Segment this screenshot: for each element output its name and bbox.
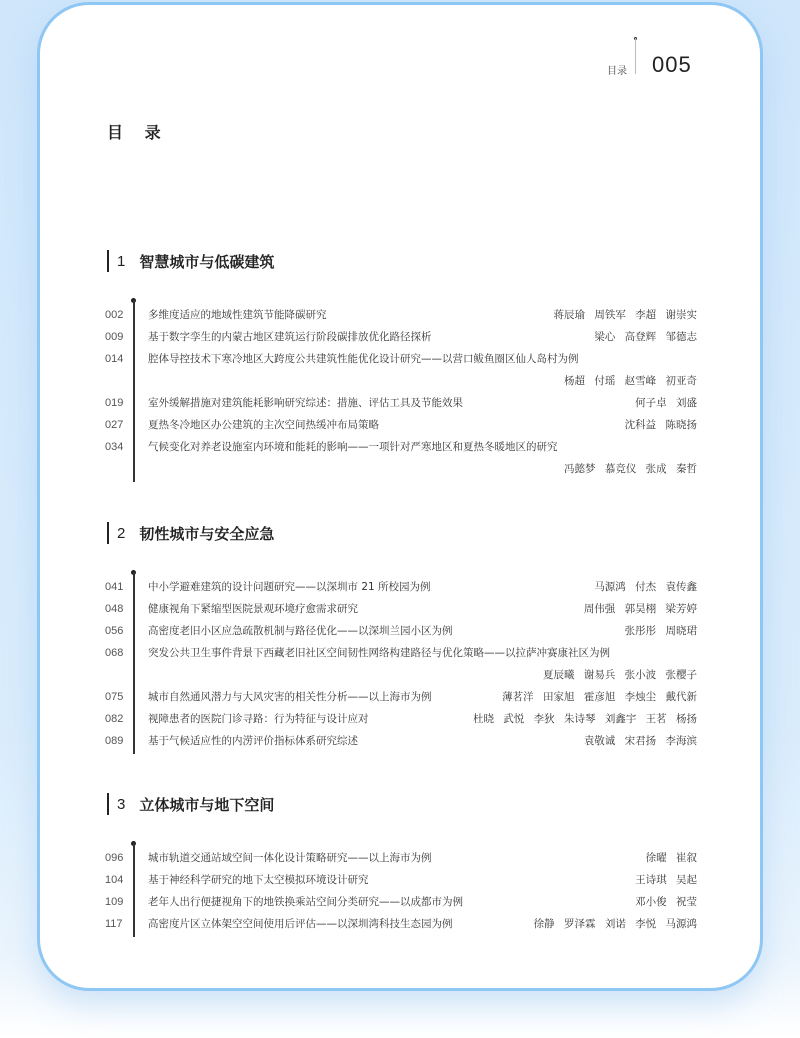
entry-authors: 邓小俊 祝莹 (635, 896, 697, 908)
entry-authors: 徐曜 崔叙 (645, 852, 697, 864)
entry-authors: 杜晓 武悦 李狄 朱诗琴 刘鑫宇 王茗 杨扬 (472, 713, 697, 725)
page-number: 005 (652, 52, 692, 77)
entry-authors: 何子卓 刘盛 (635, 397, 697, 409)
entry-page: 117 (105, 918, 123, 930)
toc-entries (105, 576, 697, 752)
entry-page: 009 (105, 331, 124, 343)
entry-page: 075 (105, 691, 124, 703)
entry-authors: 冯懿梦 慕竞仪 张成 秦哲 (563, 463, 697, 475)
toc-entry[interactable] (105, 642, 697, 664)
entry-page: 041 (105, 581, 124, 593)
entry-page: 082 (105, 713, 124, 725)
entry-title[interactable]: 城市轨道交通站域空间一体化设计策略研究——以上海市为例 (148, 852, 432, 864)
toc-entry[interactable] (105, 436, 697, 458)
section-bar (107, 250, 109, 272)
entry-page: 014 (105, 353, 124, 365)
toc-entry[interactable] (105, 414, 697, 436)
section-number: 2 (117, 524, 126, 542)
toc-entry-authors-row (105, 664, 697, 686)
toc-entry[interactable] (105, 847, 697, 869)
section-title: 韧性城市与安全应急 (139, 524, 275, 543)
entry-page: 096 (105, 852, 124, 864)
toc-entries (105, 304, 697, 480)
entry-title[interactable]: 夏热冬冷地区办公建筑的主次空间热缓冲布局策略 (148, 419, 379, 431)
toc-entry[interactable] (105, 620, 697, 642)
entry-title[interactable]: 突发公共卫生事件背景下西藏老旧社区空间韧性网络构建路径与优化策略——以拉萨冲赛康社区为例 (148, 647, 610, 659)
section-bar (107, 522, 109, 544)
section-bar (107, 793, 109, 815)
toc-entry[interactable] (105, 708, 697, 730)
entry-title[interactable]: 基于数字孪生的内蒙古地区建筑运行阶段碳排放优化路径探析 (148, 331, 432, 343)
entry-title[interactable]: 高密度老旧小区应急疏散机制与路径优化——以深圳兰园小区为例 (148, 625, 453, 637)
entry-page: 109 (105, 896, 124, 908)
section-title: 立体城市与地下空间 (139, 795, 275, 814)
entry-title[interactable]: 高密度片区立体架空空间使用后评估——以深圳湾科技生态园为例 (148, 918, 453, 930)
toc-entry[interactable] (105, 891, 697, 913)
entry-title[interactable]: 气候变化对养老设施室内环境和能耗的影响——一项针对严寒地区和夏热冬暖地区的研究 (148, 441, 558, 453)
section-number: 3 (117, 795, 126, 813)
entry-title[interactable]: 基于神经科学研究的地下太空模拟环境设计研究 (148, 874, 369, 886)
entry-page: 068 (105, 647, 124, 659)
section-heading (107, 522, 274, 544)
entry-authors: 张彤彤 周晓珺 (624, 625, 697, 637)
entry-title[interactable]: 视障患者的医院门诊寻路：行为特征与设计应对 (148, 713, 369, 725)
entry-authors: 周伟强 郭昊栩 梁芳婷 (583, 603, 697, 615)
toc-entries (105, 847, 697, 935)
entry-page: 019 (105, 397, 124, 409)
page-title: 目 录 (107, 123, 169, 142)
toc-entry[interactable] (105, 576, 697, 598)
entry-title[interactable]: 健康视角下紧缩型医院景观环境疗愈需求研究 (148, 603, 358, 615)
toc-entry[interactable] (105, 730, 697, 752)
entry-title[interactable]: 基于气候适应性的内涝评价指标体系研究综述 (148, 735, 358, 747)
toc-entry[interactable] (105, 598, 697, 620)
toc-entry[interactable] (105, 392, 697, 414)
section-heading (107, 793, 274, 815)
page-card (37, 2, 763, 991)
toc-entry[interactable] (105, 869, 697, 891)
toc-entry[interactable] (105, 348, 697, 370)
entry-authors: 蒋辰瑜 周铁军 李超 谢崇实 (553, 309, 697, 321)
toc-entry-authors-row (105, 458, 697, 480)
entry-title[interactable]: 老年人出行便捷视角下的地铁换乘站空间分类研究——以成都市为例 (148, 896, 463, 908)
section-heading (107, 250, 274, 272)
entry-title[interactable]: 城市自然通风潜力与大风灾害的相关性分析——以上海市为例 (148, 691, 432, 703)
entry-title[interactable]: 多维度适应的地域性建筑节能降碳研究 (148, 309, 327, 321)
entry-authors: 梁心 高登辉 邹德志 (594, 331, 697, 343)
entry-title[interactable]: 腔体导控技术下寒冷地区大跨度公共建筑性能优化设计研究——以营口鲅鱼圈区仙人岛村为例 (148, 353, 579, 365)
entry-title[interactable]: 室外缓解措施对建筑能耗影响研究综述：措施、评估工具及节能效果 (148, 397, 463, 409)
section-number: 1 (117, 252, 126, 270)
entry-authors: 薄茗洋 田家旭 霍彦旭 李烛尘 戴代新 (502, 691, 697, 703)
entry-page: 002 (105, 309, 124, 321)
toc-entry[interactable] (105, 686, 697, 708)
section-title: 智慧城市与低碳建筑 (139, 252, 275, 271)
entry-authors: 杨超 付瑶 赵雪峰 初亚奇 (563, 375, 697, 387)
toc-entry[interactable] (105, 913, 697, 935)
toc-entry[interactable] (105, 304, 697, 326)
entry-authors: 徐静 罗泽霖 刘诺 李悦 马源鸿 (533, 918, 697, 930)
entry-page: 034 (105, 441, 124, 453)
entry-authors: 王诗琪 吴起 (635, 874, 697, 886)
entry-page: 048 (105, 603, 124, 615)
entry-page: 056 (105, 625, 124, 637)
entry-authors: 袁敬诚 宋君扬 李海滨 (583, 735, 697, 747)
header-divider (635, 38, 636, 74)
entry-authors: 马源鸿 付杰 袁传鑫 (594, 581, 697, 593)
entry-title[interactable]: 中小学避难建筑的设计问题研究——以深圳市 21 所校园为例 (148, 581, 431, 593)
header-section-label: 目录 (607, 66, 627, 77)
entry-authors: 沈科益 陈晓扬 (624, 419, 697, 431)
entry-authors: 夏辰曦 谢易兵 张小波 张樱子 (542, 669, 697, 681)
entry-page: 027 (105, 419, 124, 431)
toc-entry[interactable] (105, 326, 697, 348)
entry-page: 104 (105, 874, 124, 886)
entry-page: 089 (105, 735, 124, 747)
toc-entry-authors-row (105, 370, 697, 392)
